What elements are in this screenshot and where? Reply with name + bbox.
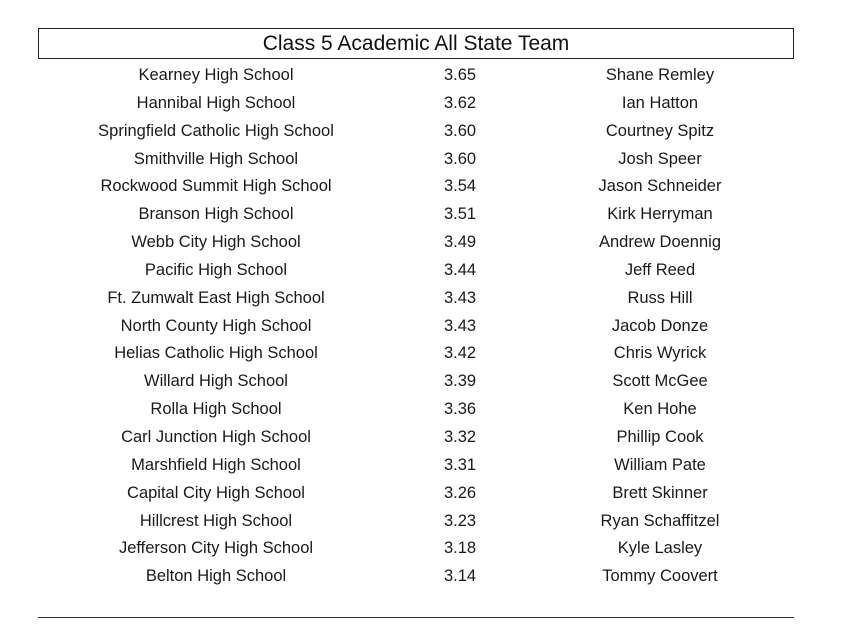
student-name-cell: Ken Hohe xyxy=(623,400,697,419)
student-name-cell: Ryan Schaffitzel xyxy=(600,511,720,530)
table-row xyxy=(38,285,794,313)
table-row xyxy=(38,396,794,424)
student-name-cell: Jacob Donze xyxy=(611,316,709,335)
gpa-cell: 3.60 xyxy=(443,149,477,168)
team-table xyxy=(38,62,794,591)
school-cell: North County High School xyxy=(120,316,312,335)
gpa-cell: 3.18 xyxy=(443,539,477,558)
student-name-cell: Kyle Lasley xyxy=(617,539,703,558)
gpa-cell: 3.31 xyxy=(443,455,477,474)
table-row xyxy=(38,340,794,368)
gpa-cell: 3.62 xyxy=(443,93,477,112)
table-row xyxy=(38,563,794,591)
gpa-cell: 3.43 xyxy=(443,316,477,335)
table-row xyxy=(38,368,794,396)
student-name-cell: Shane Remley xyxy=(605,66,715,84)
gpa-cell: 3.54 xyxy=(443,177,477,196)
student-name-cell: Josh Speer xyxy=(618,149,702,168)
school-cell: Branson High School xyxy=(138,205,294,224)
school-cell: Belton High School xyxy=(145,567,287,586)
school-cell: Jefferson City High School xyxy=(118,539,314,558)
student-name-cell: Chris Wyrick xyxy=(613,344,707,363)
school-cell: Smithville High School xyxy=(133,149,299,168)
gpa-cell: 3.32 xyxy=(443,427,477,446)
table-row xyxy=(38,480,794,508)
gpa-cell: 3.14 xyxy=(443,567,477,586)
school-cell: Rockwood Summit High School xyxy=(100,177,332,196)
student-name-cell: Brett Skinner xyxy=(612,483,708,502)
school-cell: Carl Junction High School xyxy=(121,427,311,446)
student-name-cell: Kirk Herryman xyxy=(607,205,713,224)
school-cell: Pacific High School xyxy=(144,260,288,279)
student-name-cell: Tommy Coovert xyxy=(602,567,718,586)
student-name-cell: Scott McGee xyxy=(612,372,708,391)
gpa-cell: 3.60 xyxy=(443,121,477,140)
table-row xyxy=(38,90,794,118)
student-name-cell: Andrew Doennig xyxy=(599,233,721,252)
table-row xyxy=(38,313,794,341)
school-cell: Rolla High School xyxy=(150,400,282,419)
page-title: Class 5 Academic All State Team xyxy=(38,28,794,59)
school-cell: Springfield Catholic High School xyxy=(98,121,334,140)
bottom-divider xyxy=(38,617,794,618)
student-name-cell: William Pate xyxy=(614,455,706,474)
gpa-cell: 3.36 xyxy=(443,400,477,419)
gpa-cell: 3.43 xyxy=(443,288,477,307)
table-row xyxy=(38,257,794,285)
school-cell: Ft. Zumwalt East High School xyxy=(107,288,325,307)
table-row xyxy=(38,118,794,146)
gpa-cell: 3.42 xyxy=(443,344,477,363)
school-cell: Helias Catholic High School xyxy=(114,344,318,363)
school-cell: Webb City High School xyxy=(131,233,301,252)
table-row xyxy=(38,508,794,536)
gpa-cell: 3.44 xyxy=(443,260,477,279)
table-row xyxy=(38,62,794,90)
gpa-cell: 3.39 xyxy=(443,372,477,391)
student-name-cell: Russ Hill xyxy=(627,288,693,307)
school-cell: Hannibal High School xyxy=(136,93,296,112)
student-name-cell: Courtney Spitz xyxy=(605,121,715,140)
student-name-cell: Jason Schneider xyxy=(598,177,722,196)
school-cell: Marshfield High School xyxy=(131,455,301,474)
gpa-cell: 3.49 xyxy=(443,233,477,252)
table-row xyxy=(38,201,794,229)
table-row xyxy=(38,229,794,257)
gpa-cell: 3.23 xyxy=(443,511,477,530)
table-row xyxy=(38,173,794,201)
student-name-cell: Phillip Cook xyxy=(616,427,704,446)
school-cell: Hillcrest High School xyxy=(139,511,293,530)
table-row xyxy=(38,452,794,480)
gpa-cell: 3.51 xyxy=(443,205,477,224)
table-row xyxy=(38,424,794,452)
school-cell: Capital City High School xyxy=(127,483,305,502)
table-row xyxy=(38,146,794,174)
table-row xyxy=(38,535,794,563)
student-name-cell: Jeff Reed xyxy=(624,260,696,279)
gpa-cell: 3.65 xyxy=(443,66,477,84)
school-cell: Willard High School xyxy=(144,372,288,391)
gpa-cell: 3.26 xyxy=(443,483,477,502)
student-name-cell: Ian Hatton xyxy=(621,93,699,112)
school-cell: Kearney High School xyxy=(138,66,294,84)
